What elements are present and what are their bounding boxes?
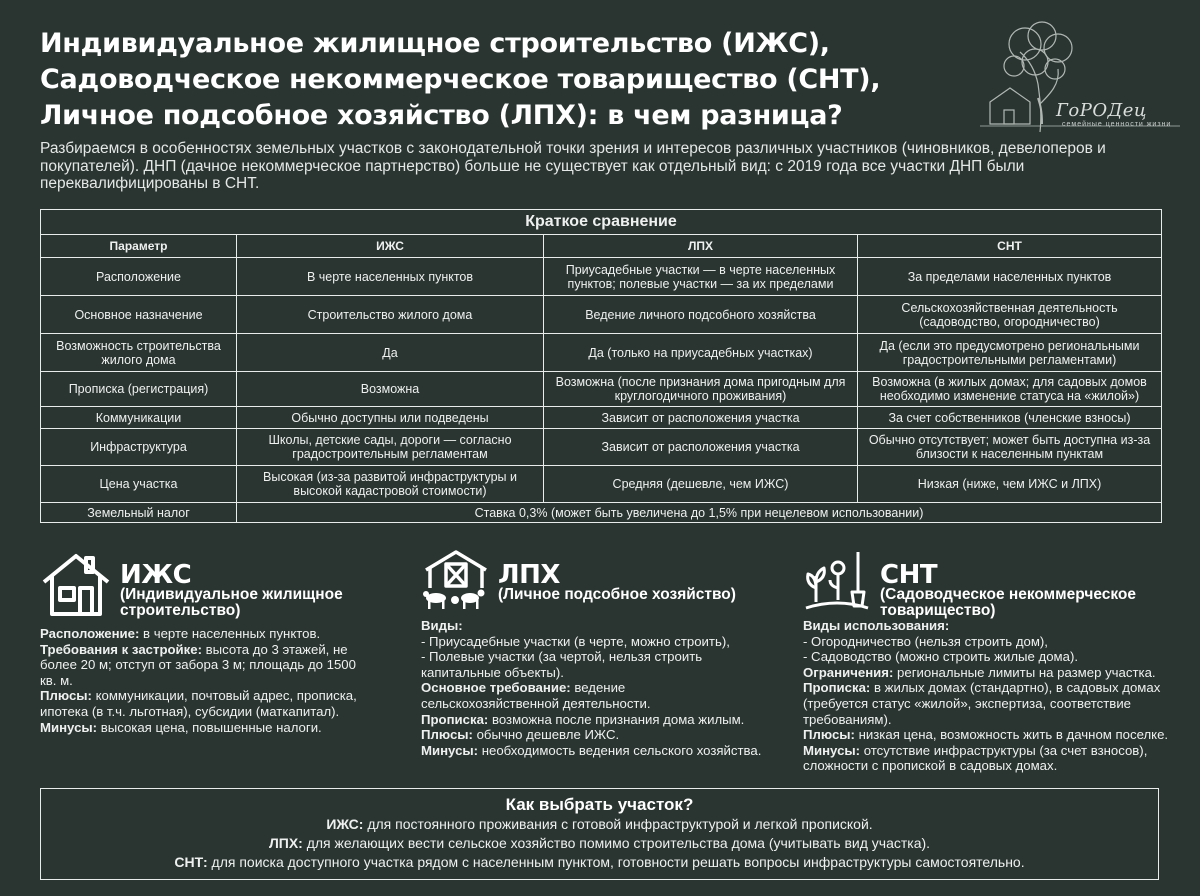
snt-reg-label: Прописка: [803, 680, 871, 696]
title-line-3: Личное подсобное хозяйство (ЛПХ): в чем разница? [40, 100, 843, 131]
cell: Основное назначение [41, 296, 237, 334]
lph-subtitle: (Личное подсобное хозяйство) [498, 586, 736, 603]
cell: Земельный налог [41, 503, 237, 523]
snt-minus-label: Минусы: [803, 742, 861, 758]
header-izhs: ИЖС [237, 235, 544, 258]
cell: Коммуникации [41, 407, 237, 429]
cell: Возможна [237, 372, 544, 407]
izhs-location: в черте населенных пунктов. [139, 626, 321, 641]
cell: Да [237, 334, 544, 372]
izhs-req: высота до 3 этажей, не более 20 м; отступ от забора 3 м; площадь до 1500 кв. м. [40, 641, 356, 688]
snt-body [803, 618, 1178, 774]
choose-lph-label: ЛПХ: [268, 835, 303, 851]
page-title [40, 26, 940, 134]
snt-limit-label: Ограничения: [803, 664, 894, 680]
lph-reg-label: Прописка: [421, 711, 489, 727]
how-to-choose-box [40, 788, 1159, 880]
cell: Сельскохозяйственная деятельность (садоводство, огородничество) [858, 296, 1162, 334]
cell: Зависит от расположения участка [544, 429, 858, 466]
header-lph: ЛПХ [544, 235, 858, 258]
izhs-req-label: Требования к застройке: [40, 641, 202, 657]
choose-snt: для поиска доступного участка рядом с населенным пунктом, готовности решать вопросы инфраструктуры самостоятельно. [207, 854, 1025, 870]
lph-plus: обычно дешевле ИЖС. [472, 727, 620, 743]
cell: Строительство жилого дома [237, 296, 544, 334]
cell: Да (только на приусадебных участках) [544, 334, 858, 372]
cell: Возможна (в жилых домах; для садовых домов необходимо изменение статуса на «жилой») [858, 372, 1162, 407]
snt-types-label: Виды использования: [803, 618, 950, 633]
cell: За пределами населенных пунктов [858, 258, 1162, 296]
izhs-body [40, 626, 370, 735]
logo-name: ГоРОДец [1056, 100, 1147, 121]
snt-type-2: - Садоводство (можно строить жилые дома). [803, 649, 1079, 665]
header-snt: СНТ [858, 235, 1162, 258]
choose-title: Как выбрать участок? [505, 795, 694, 814]
lph-main: ведение сельскохозяйственной деятельности. [421, 680, 651, 711]
cell: В черте населенных пунктов [237, 258, 544, 296]
izhs-minus-label: Минусы: [40, 719, 98, 735]
table-row [41, 258, 1162, 296]
lph-title: ЛПХ [498, 560, 560, 590]
lph-main-label: Основное требование: [421, 680, 571, 696]
cell: Да (если это предусмотрено региональными градостроительными регламентами) [858, 334, 1162, 372]
lph-reg: возможна после признания дома жилым. [488, 711, 745, 727]
choose-lph: для желающих вести сельское хозяйство помимо строительства дома (учитывать вид участка). [302, 835, 931, 851]
barn-icon [420, 548, 492, 612]
cell: Высокая (из-за развитой инфраструктуры и высокой кадастровой стоимости) [237, 466, 544, 503]
table-row [41, 429, 1162, 466]
izhs-subtitle: (Индивидуальное жилищное строительство) [120, 586, 343, 619]
title-line-1: Индивидуальное жилищное строительство (ИЖС), [40, 28, 830, 59]
cell: Прописка (регистрация) [41, 372, 237, 407]
lph-type-1: - Приусадебные участки (в черте, можно строить), [421, 633, 730, 649]
izhs-location-label: Расположение: [40, 626, 140, 641]
choose-izhs: для постоянного проживания с готовой инфраструктурой и легкой пропиской. [363, 816, 873, 832]
lph-body [421, 618, 766, 758]
choose-izhs-label: ИЖС: [326, 816, 364, 832]
house-icon [40, 550, 112, 618]
table-row [41, 466, 1162, 503]
comparison-table [40, 209, 1162, 523]
snt-reg: в жилых домах (стандартно), в садовых домах (требуется статус «жилой», экспертиза, соответствие требованиям). [803, 680, 1161, 727]
cell: За счет собственников (членские взносы) [858, 407, 1162, 429]
snt-title: СНТ [880, 560, 938, 590]
cell: Расположение [41, 258, 237, 296]
table-row [41, 334, 1162, 372]
snt-minus: отсутствие инфраструктуры (за счет взносов), сложности с пропиской в садовых домах. [803, 742, 1148, 774]
lph-type-2: - Полевые участки (за чертой, нельзя строить капитальные объекты). [421, 649, 703, 680]
table-row [41, 407, 1162, 429]
snt-plus-label: Плюсы: [803, 727, 855, 743]
table-caption: Краткое сравнение [41, 210, 1162, 235]
intro-text: Разбираемся в особенностях земельных участков с законодательной точки зрения и интересов различных участников (чиновников, девелоперов и покупателей). ДНП (дачное некоммерческое партнерство) больше не существует как отдельный вид: с 2019 года все участки ДНП были переквалифицированы в СНТ. [40, 140, 1106, 192]
cell: Возможность строительства жилого дома [41, 334, 237, 372]
cell: Возможна (после признания дома пригодным для круглогодичного проживания) [544, 372, 858, 407]
lph-types-label: Виды: [421, 618, 463, 633]
lph-minus-label: Минусы: [421, 742, 479, 758]
logo-tagline: семейные ценности жизни [1062, 121, 1172, 128]
snt-subtitle: (Садоводческое некоммерческое товарищество) [880, 586, 1136, 619]
cell: Ведение личного подсобного хозяйства [544, 296, 858, 334]
cell: Зависит от расположения участка [544, 407, 858, 429]
cell: Цена участка [41, 466, 237, 503]
cell: Обычно доступны или подведены [237, 407, 544, 429]
izhs-plus: коммуникации, почтовый адрес, прописка, ипотека (в т.ч. льготная), субсидии (маткапитал). [40, 688, 357, 719]
garden-icon [802, 548, 872, 614]
lph-minus: необходимость ведения сельского хозяйства. [478, 742, 762, 758]
cell: Школы, детские сады, дороги — согласно градостроительным регламентам [237, 429, 544, 466]
cell: Средняя (дешевле, чем ИЖС) [544, 466, 858, 503]
header-parameter: Параметр [41, 235, 237, 258]
cell: Инфраструктура [41, 429, 237, 466]
snt-plus: низкая цена, возможность жить в дачном поселке. [854, 727, 1169, 743]
snt-limit: региональные лимиты на размер участка. [893, 664, 1156, 680]
lph-plus-label: Плюсы: [421, 727, 473, 743]
cell: Обычно отсутствует; может быть доступна из-за близости к населенным пунктам [858, 429, 1162, 466]
snt-type-1: - Огородничество (нельзя строить дом), [803, 633, 1048, 649]
cell: Ставка 0,3% (может быть увеличена до 1,5% при нецелевом использовании) [237, 503, 1162, 523]
cell: Низкая (ниже, чем ИЖС и ЛПХ) [858, 466, 1162, 503]
title-line-2: Садоводческое некоммерческое товарищество (СНТ), [40, 64, 881, 95]
cell: Приусадебные участки — в черте населенных пунктов; полевые участки — за их пределами [544, 258, 858, 296]
izhs-plus-label: Плюсы: [40, 688, 92, 704]
table-row [41, 296, 1162, 334]
choose-snt-label: СНТ: [174, 854, 208, 870]
table-row [41, 372, 1162, 407]
izhs-title: ИЖС [120, 560, 192, 590]
izhs-minus: высокая цена, повышенные налоги. [97, 719, 322, 735]
table-row-tax [41, 503, 1162, 523]
